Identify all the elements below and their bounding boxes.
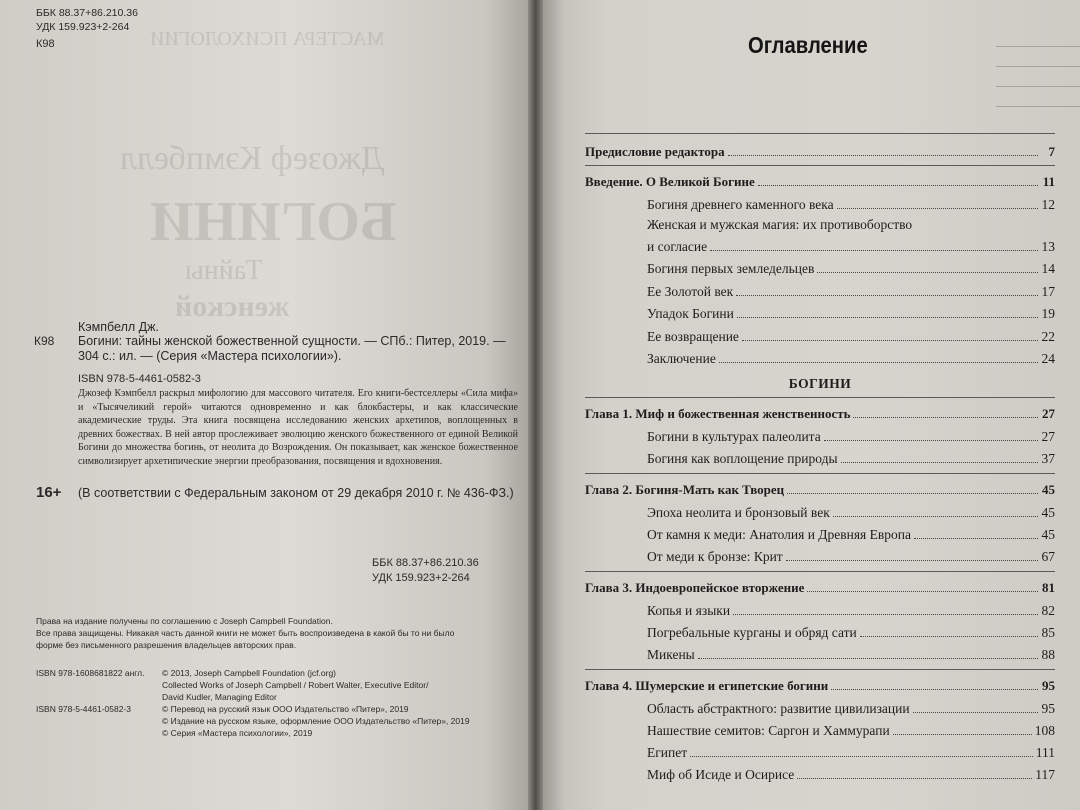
copyright-block <box>36 667 470 739</box>
leader-dots <box>690 756 1033 757</box>
toc-subentry <box>585 694 1055 717</box>
toc-page-number: 81 <box>1042 580 1055 595</box>
toc-subentry <box>585 190 1055 213</box>
credits-russian <box>162 703 470 739</box>
show-through-rule <box>996 46 1080 47</box>
author-mark: К98 <box>36 38 55 50</box>
copyright-row <box>36 667 470 703</box>
toc-page-number: 85 <box>1041 625 1055 640</box>
toc-subentry <box>585 277 1055 300</box>
isbn-russian: ISBN 978-5-4461-0582-3 <box>36 704 131 714</box>
toc-entry-label: Нашествие семитов: Саргон и Хаммурапи <box>647 723 890 738</box>
toc-entry-label: Богиня как воплощение природы <box>647 451 838 466</box>
leader-dots <box>913 712 1038 713</box>
rights-notice <box>36 615 454 651</box>
toc-subentry <box>585 619 1055 641</box>
rights-line: форме без письменного разрешения владельцев авторских прав. <box>36 640 297 650</box>
toc-page-number: 111 <box>1035 745 1055 760</box>
show-through-text: Джозеф Кэмпбелл <box>120 140 385 177</box>
leader-dots <box>797 778 1032 779</box>
author-mark-side: К98 <box>34 334 55 348</box>
leader-dots <box>841 462 1038 463</box>
toc-entry-label: Микены <box>647 647 695 662</box>
leader-dots <box>833 516 1038 517</box>
toc-entry-label: Введение. О Великой Богине <box>585 174 755 189</box>
credit-line: © Перевод на русский язык ООО Издательство «Питер», 2019 <box>162 704 409 714</box>
toc-subentry <box>585 596 1055 619</box>
leader-dots <box>736 295 1038 296</box>
toc-subentry <box>585 498 1055 521</box>
toc-section-heading: БОГИНИ <box>788 376 852 391</box>
credit-line: © 2013, Joseph Campbell Foundation (jcf.org) <box>162 668 336 678</box>
toc-subentry <box>585 255 1055 277</box>
leader-dots <box>758 185 1038 186</box>
toc-page-number: 45 <box>1042 482 1055 497</box>
credit-line: © Серия «Мастера психологии», 2019 <box>162 728 313 738</box>
toc-entry-label: Погребальные курганы и обряд сати <box>647 625 857 640</box>
toc-entry-preface <box>585 140 1055 160</box>
bbk-code: ББК 88.37+86.210.36 <box>372 557 479 569</box>
udk-code: УДК 159.923+2-264 <box>36 21 130 33</box>
toc-page-number: 45 <box>1041 527 1055 542</box>
toc-page-number: 13 <box>1041 239 1055 254</box>
toc-entry-label: Эпоха неолита и бронзовый век <box>647 505 830 520</box>
toc-subentry <box>585 235 1055 255</box>
leader-dots <box>742 340 1038 341</box>
bbk-code: ББК 88.37+86.210.36 <box>36 7 138 19</box>
show-through-rule <box>996 86 1080 87</box>
leader-dots <box>893 734 1032 735</box>
toc-subentry-line: Женская и мужская магия: их противоборство <box>647 217 913 232</box>
toc-entry-label: Заключение <box>647 351 716 366</box>
annotation: Джозеф Кэмпбелл раскрыл мифологию для массового читателя. Его книги-бестселлеры «Сила мифа» и «Тысячеликий герой» читаются одновременно и как блокбастеры, и как классические академические труды. Эта книга посвящена исследованию женских архетипов, воплощенных в древних божествах. В ней автор прослеживает эволюцию женского божественного от единой Великой Богини до множества богинь, от неолита до Возрождения. Он показывает, как женское божественное символизирует архетипические энергии преобразования, посвящения и вдохновения. <box>78 388 518 467</box>
toc-page-number: 95 <box>1041 701 1055 716</box>
leader-dots <box>807 591 1038 592</box>
toc-page-number: 37 <box>1041 451 1055 466</box>
leader-dots <box>786 560 1038 561</box>
copyright-row <box>36 703 470 739</box>
leader-dots <box>728 155 1038 156</box>
toc-subentry <box>585 322 1055 345</box>
toc-subentry <box>585 521 1055 543</box>
toc-subentry <box>585 761 1055 783</box>
bibliographic-description <box>78 334 506 364</box>
leader-dots <box>719 362 1038 363</box>
toc-entry-label: Упадок Богини <box>647 306 734 321</box>
toc-subentry <box>585 445 1055 467</box>
credit-line: David Kudler, Managing Editor <box>162 692 277 702</box>
book-gutter <box>528 0 543 810</box>
toc-entry-label: Глава 3. Индоевропейское вторжение <box>585 580 805 595</box>
toc-entry-label: Предисловие редактора <box>585 144 725 159</box>
toc-page-number: 82 <box>1041 603 1055 618</box>
credit-line: Collected Works of Joseph Campbell / Robert Walter, Executive Editor/ <box>162 680 429 690</box>
toc-entry-label: Глава 4. Шумерские и египетские богини <box>585 678 829 693</box>
toc-entry-label: Миф об Исиде и Осирисе <box>647 767 795 782</box>
table-of-contents <box>585 133 1055 783</box>
toc-page-number: 45 <box>1041 505 1055 520</box>
toc-page-number: 108 <box>1034 723 1055 738</box>
toc-entry-label: Ее возвращение <box>647 329 739 344</box>
leader-dots <box>860 636 1038 637</box>
leader-dots <box>737 317 1038 318</box>
toc-page-number: 17 <box>1041 284 1055 299</box>
toc-page-number: 117 <box>1035 767 1055 782</box>
toc-entry-intro <box>585 170 1055 190</box>
show-through-text: женской <box>175 290 290 323</box>
toc-entry-label: Глава 1. Миф и божественная женственность <box>585 406 851 421</box>
toc-page-number: 67 <box>1041 549 1055 564</box>
toc-entry-label: Богини в культурах палеолита <box>647 429 821 444</box>
toc-entry-label: Область абстрактного: развитие цивилизации <box>647 701 910 716</box>
show-through-text: МАСТЕРА ПСИХОЛОГИИ <box>150 28 385 50</box>
toc-subentry <box>585 300 1055 322</box>
show-through-text: Тайны <box>185 255 263 286</box>
toc-title: Оглавление <box>748 32 868 58</box>
toc-page-number: 27 <box>1042 406 1055 421</box>
bib-line: Богини: тайны женской божественной сущности. — СПб.: Питер, 2019. — <box>78 334 506 348</box>
toc-page-number: 27 <box>1041 429 1055 444</box>
toc-page-number: 88 <box>1041 647 1055 662</box>
leader-dots <box>698 658 1038 659</box>
toc-subentry <box>585 422 1055 445</box>
toc-entry-label: Богиня древнего каменного века <box>647 197 834 212</box>
toc-entry-label: Копья и языки <box>647 603 731 618</box>
toc-entry-label: Ее Золотой век <box>647 284 734 299</box>
leader-dots <box>837 208 1038 209</box>
toc-page-number: 11 <box>1042 174 1055 189</box>
toc-page-number: 95 <box>1042 678 1055 693</box>
show-through-text: БОГИНИ <box>150 191 397 253</box>
leader-dots <box>787 493 1038 494</box>
isbn-english: ISBN 978-1608681822 англ. <box>36 668 145 678</box>
author-heading: Кэмпбелл Дж. <box>78 320 159 334</box>
leader-dots <box>817 272 1038 273</box>
toc-subentry <box>585 345 1055 367</box>
leader-dots <box>733 614 1038 615</box>
isbn: ISBN 978-5-4461-0582-3 <box>78 373 201 385</box>
credits-english <box>162 667 428 703</box>
rights-line: Все права защищены. Никакая часть данной книги не может быть воспроизведена в какой бы то ни было <box>36 628 455 638</box>
left-page <box>0 0 528 810</box>
bib-line: 304 с.: ил. — (Серия «Мастера психологии»). <box>78 349 342 363</box>
toc-entry-chapter-2 <box>585 478 1055 498</box>
toc-entry-label: От меди к бронзе: Крит <box>647 549 783 564</box>
toc-page-number: 7 <box>1048 144 1055 159</box>
toc-entry-label: и согласие <box>647 239 708 254</box>
toc-entry-chapter-3 <box>585 576 1055 596</box>
udk-code: УДК 159.923+2-264 <box>372 572 470 584</box>
age-rating-note: (В соответствии с Федеральным законом от 29 декабря 2010 г. № 436-ФЗ.) <box>78 486 514 500</box>
bbk-udk-header <box>36 6 138 34</box>
leader-dots <box>824 440 1038 441</box>
toc-page-number: 22 <box>1041 329 1055 344</box>
toc-divider <box>585 133 1055 140</box>
leader-dots <box>831 689 1038 690</box>
bbk-udk-footer <box>372 556 479 586</box>
toc-page-number: 14 <box>1041 261 1055 276</box>
right-page <box>543 0 1080 810</box>
toc-subentry <box>585 641 1055 663</box>
toc-subentry <box>585 739 1055 761</box>
toc-entry-label: От камня к меди: Анатолия и Древняя Европа <box>647 527 911 542</box>
toc-entry-label: Богиня первых земледельцев <box>647 261 815 276</box>
show-through-rule <box>996 66 1080 67</box>
toc-page-number: 24 <box>1041 351 1055 366</box>
toc-page-number: 12 <box>1041 197 1055 212</box>
leader-dots <box>710 250 1038 251</box>
toc-entry-label: Египет <box>647 745 688 760</box>
toc-entry-label: Глава 2. Богиня-Мать как Творец <box>585 482 785 497</box>
credit-line: © Издание на русском языке, оформление ООО Издательство «Питер», 2019 <box>162 716 470 726</box>
toc-page-number: 19 <box>1041 306 1055 321</box>
leader-dots <box>914 538 1038 539</box>
rights-line: Права на издание получены по соглашению с Joseph Campbell Foundation. <box>36 616 333 626</box>
toc-subentry <box>585 717 1055 739</box>
toc-entry-chapter-1 <box>585 402 1055 422</box>
leader-dots <box>853 417 1038 418</box>
toc-entry-chapter-4 <box>585 674 1055 694</box>
toc-subentry <box>585 543 1055 565</box>
age-rating-badge: 16+ <box>36 484 62 501</box>
show-through-rule <box>996 106 1080 107</box>
